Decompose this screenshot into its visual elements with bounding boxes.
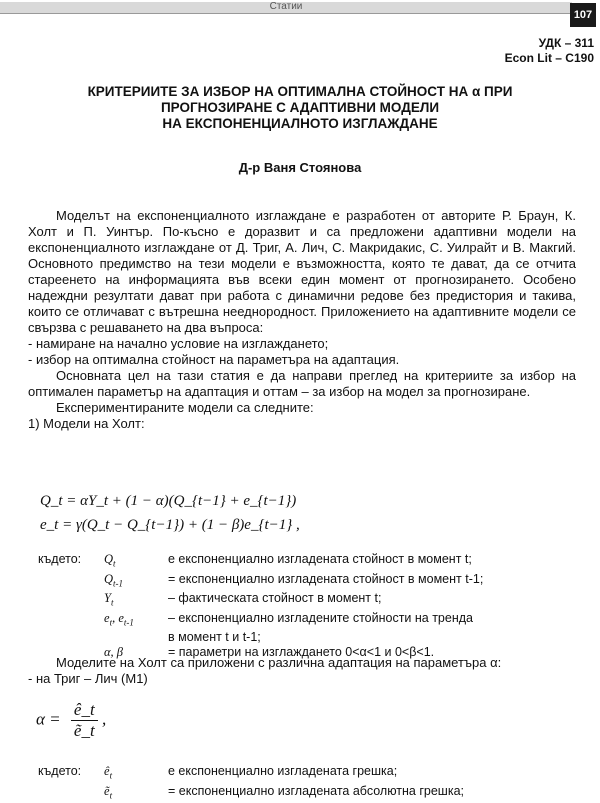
definition-row	[104, 764, 464, 784]
title-line-1: КРИТЕРИИТЕ ЗА ИЗБОР НА ОПТИМАЛНА СТОЙНОСТ НА α ПРИ	[10, 84, 590, 100]
where-label: където:	[38, 764, 104, 803]
definition-symbol	[104, 552, 168, 572]
symbol-main: Q	[104, 572, 113, 586]
symbol-main: ẽ	[104, 784, 110, 798]
definition-text: = параметри на изглаждането 0<α<1 и 0<β<1.	[168, 645, 434, 659]
definition-row	[104, 591, 483, 611]
alpha-fraction	[71, 700, 98, 741]
symbol-main: e	[104, 611, 110, 625]
adaptation-text	[28, 655, 576, 687]
definition-text: = експоненциално изгладената абсолютна грешка;	[168, 784, 464, 798]
where-block-2	[38, 764, 464, 803]
symbol-subscript: t	[110, 790, 113, 800]
definition-row	[104, 784, 464, 803]
symbol-main: α, β	[104, 645, 123, 659]
article-body	[28, 208, 576, 432]
symbol-subscript: t	[111, 598, 114, 608]
where-label: където:	[38, 552, 104, 660]
definition-text: = експоненциално изгладената стойност в момент t-1;	[168, 572, 483, 586]
fraction-numerator: ê_t	[71, 700, 98, 721]
definition-symbol	[104, 611, 168, 631]
adaptation-paragraph: Моделите на Холт са приложени с различна адаптация на параметъра α:	[28, 655, 576, 671]
list-item: - намиране на начално условие на изглаждането;	[28, 336, 576, 352]
where-rows	[104, 764, 464, 803]
definition-row	[104, 572, 483, 592]
alpha-formula	[36, 700, 106, 741]
holt-formula-2: e_t = γ(Q_t − Q_{t−1}) + (1 − β)e_{t−1} ,	[40, 517, 300, 534]
alpha-lhs: α =	[36, 709, 61, 728]
title-line-3: НА ЕКСПОНЕНЦИАЛНОТО ИЗГЛАЖДАНЕ	[10, 116, 590, 132]
definition-symbol	[104, 591, 168, 611]
definition-row	[104, 630, 483, 645]
symbol-main: Y	[104, 591, 111, 605]
where-block-1	[38, 552, 483, 660]
article-title	[10, 84, 590, 132]
symbol-subscript: t	[110, 617, 113, 627]
symbol-subscript: t	[110, 771, 113, 781]
author-name: Д-р Ваня Стоянова	[0, 160, 600, 175]
alpha-tail: ,	[102, 709, 106, 728]
definition-symbol	[104, 784, 168, 803]
title-line-2: ПРОГНОЗИРАНЕ С АДАПТИВНИ МОДЕЛИ	[10, 100, 590, 116]
section-label: Статии	[0, 1, 572, 12]
list-item: - избор на оптимална стойност на параметъра на адаптация.	[28, 352, 576, 368]
definition-text: в момент t и t-1;	[168, 630, 261, 644]
definition-text: е експоненциално изгладената стойност в момент t;	[168, 552, 472, 566]
page-number: 107	[570, 3, 596, 27]
symbol-main: ê	[104, 764, 110, 778]
udk-code: УДК – 311	[505, 36, 594, 51]
definition-text: е експоненциално изгладената грешка;	[168, 764, 397, 778]
symbol-main: Q	[104, 552, 113, 566]
goal-paragraph: Основната цел на тази статия е да направи преглед на критериите за избор на оптимален параметър на адаптация и оттам – за избор на модел за прогнозиране.	[28, 368, 576, 400]
definition-text: – фактическата стойност в момент t;	[168, 591, 381, 605]
holt-heading: 1) Модели на Холт:	[28, 416, 576, 432]
definition-row	[104, 552, 483, 572]
symbol-subscript: t	[113, 559, 116, 569]
symbol-subscript: t-1	[124, 617, 134, 627]
intro-paragraph: Моделът на експоненциалното изглаждане е разработен от авторите Р. Браун, К. Холт и П. Уинтър. По-късно е доразвит и са предложени адаптивни модели на експоненциалното изглаждане от Д. Триг, А. Лич, С. Макридакис, С. Уилрайт и В. Макгий. Основното предимство на тези модели е възможността, която те дават, да се отчита стареенето на информацията във всеки един момент от прогнозирането. Особено надеждни резултати дават при работа с динамични редове без предистория и такива, които се отличават с вътрешна нееднородност. Приложението на адаптивните модели се свързва с решаването на два въпроса:	[28, 208, 576, 336]
holt-formula-1: Q_t = αY_t + (1 − α)(Q_{t−1} + e_{t−1})	[40, 493, 296, 510]
econlit-code: Econ Lit – C190	[505, 51, 594, 66]
symbol-subscript: t-1	[113, 578, 123, 588]
definition-text: – експоненциално изгладените стойности на тренда	[168, 611, 473, 625]
definition-symbol	[104, 764, 168, 784]
where-rows	[104, 552, 483, 660]
running-header	[0, 0, 600, 16]
fraction-denominator: ẽ_t	[71, 721, 98, 741]
definition-row	[104, 611, 483, 631]
models-intro: Експериментираните модели са следните:	[28, 400, 576, 416]
symbol-main: , e	[112, 611, 124, 625]
classification-codes	[505, 36, 594, 66]
trigg-leach-label: - на Триг – Лич (M1)	[28, 671, 576, 687]
definition-symbol	[104, 572, 168, 592]
